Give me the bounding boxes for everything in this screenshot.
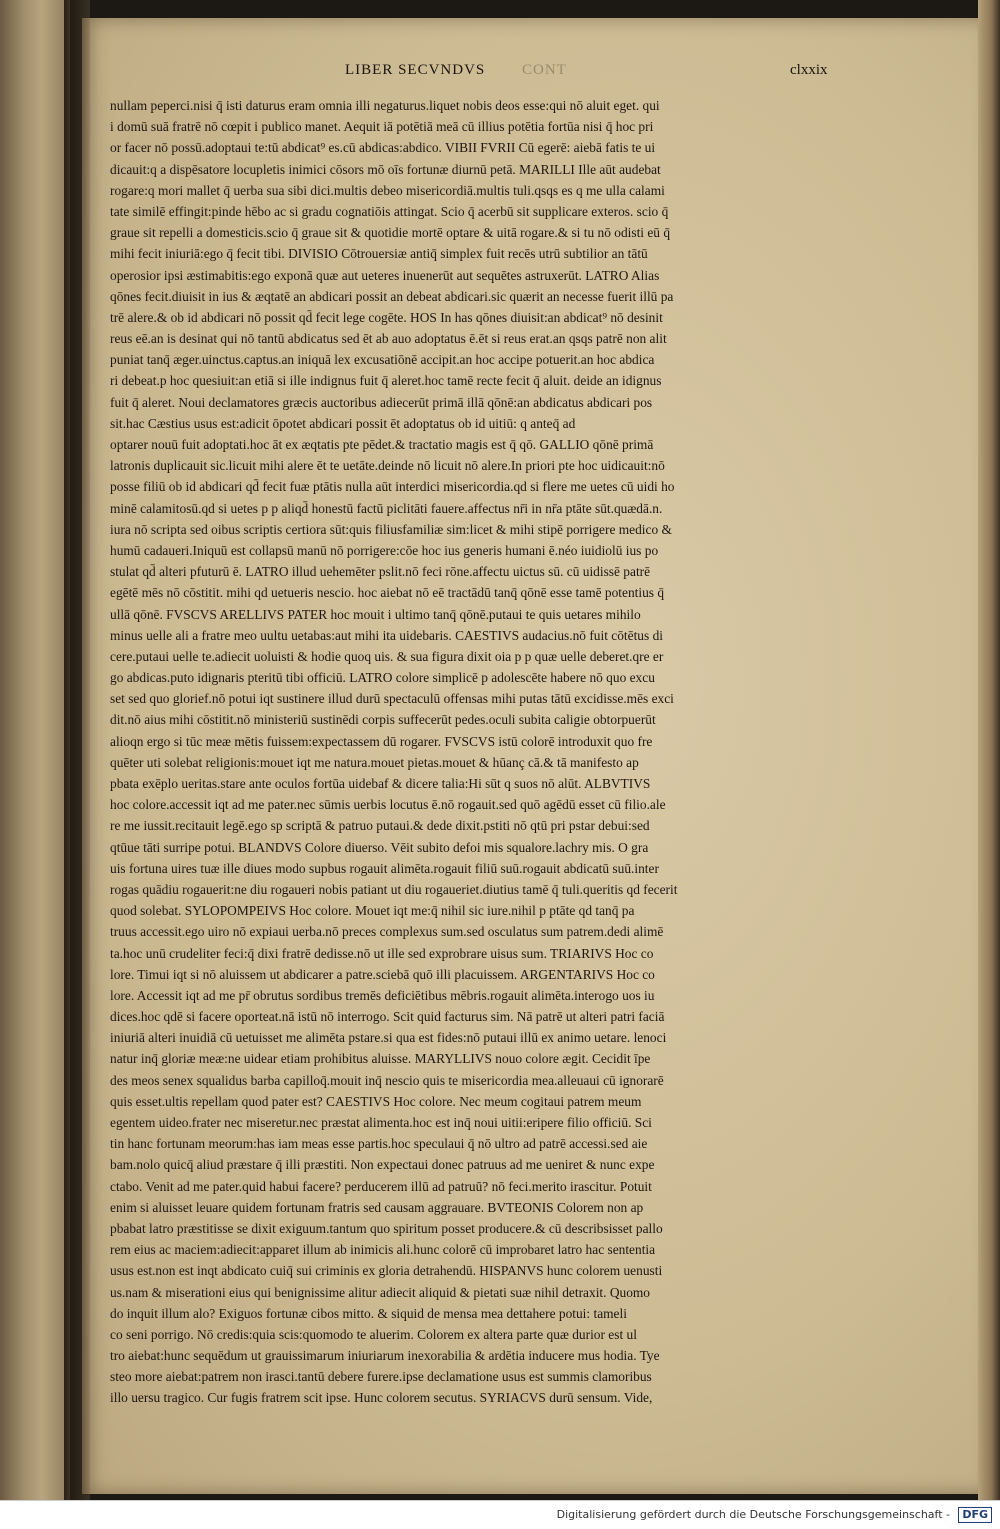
- text-line: hoc colore.accessit iqt ad me pater.nec sūmis uerbis locutus ē.nō rogauit.sed quō agēdū esset cū filio.ale: [110, 797, 666, 813]
- dfg-logo: DFG: [958, 1507, 992, 1523]
- text-line: rem eius ac maciem:adiecit:apparet illum ab inimicis ali.hunc colorē cū improbaret latro hac sententia: [110, 1242, 656, 1258]
- text-line: natur inq̄ gloriæ meæ:ne uidear etiam prohibitus aluisse. MARYLLIVS nouo colore ægit. Cecidit īpe: [110, 1051, 651, 1067]
- text-line: ri debeat.p hoc quesiuit:an etiā si ille indignus fuit q̄ aleret.hoc tamē recte fecit q̄ aluit. deide an idignus: [110, 373, 662, 389]
- text-line: steo more aiebat:patrem non irasci.tantū debere furere.ipse declamatione usus est summis clamoribus: [110, 1369, 652, 1385]
- funding-credit: Digitalisierung gefördert durch die Deutsche Forschungsgemeinschaft -: [556, 1508, 950, 1521]
- text-line: rogare:q mori mallet q̄ uerba sua sibi dici.multis debeo misericordiā.multis tuli.qsqs es q me ulla calami: [110, 182, 665, 198]
- text-line: truus accessit.ego uiro nō expiaui uerba.nō preces complexus sum.sed osculatus sum patrem.dedi alimē: [110, 924, 664, 940]
- text-line: dicauit:q a dispēsatore locupletis inimici cōsors mō oīs fortunæ diurnū petā. MARILLI Ille aūt audebat: [110, 161, 661, 177]
- text-line: pbabat latro præstitisse se dixit exiguum.tantum quo spiritum posset producere.& cū describsisset pallo: [110, 1220, 663, 1236]
- text-line: ta.hoc unū crudeliter feci:q̄ dixi fratrē dedisse.nō ut ille sed exprobrare uisus sum. TRIARIVS Hoc co: [110, 945, 654, 961]
- text-line: i domū suā fratrē nō cœpit i publico manet. Aequit iā potētiā meā cū illius potētia fortūa nisi q̄ hoc pri: [110, 119, 654, 135]
- text-line: uis fortuna uires tuæ ille diues modo supbus rogauit alimēta.rogauit filiū suū.rogauit abdicatū suū.inter: [110, 860, 659, 876]
- text-line: puniat tanq̄ æger.uinctus.captus.an iniquā lex excusatiōnē accipit.an hoc accipe potuerit.an hoc abdica: [110, 352, 655, 368]
- text-line: enim si aluisset leuare quidem fortunam fratris sed causam aggrauare. BVTEONIS Colorem non ap: [110, 1199, 644, 1215]
- text-line: co seni porrigo. Nō credis:quia scis:quomodo te aluerim. Colorem ex altera parte quæ durior est ul: [110, 1326, 637, 1342]
- text-line: illo uersu tragico. Cur fugis fratrem scit ipse. Hunc colorem secutus. SYRIACVS durū sensum. Vide,: [110, 1390, 653, 1406]
- text-line: ctabo. Venit ad me pater.quid habui facere? perducerem illū ad patruū? nō feci.merito irascitur. Potuit: [110, 1178, 652, 1194]
- text-line: quis esset.ultis repellam quod pater est? CAESTIVS Hoc colore. Nec meum cogitaui patrem meum: [110, 1093, 642, 1109]
- text-line: latronis duplicauit sic.licuit mihi alere ēt te uetāte.deinde nō licuit nō alere.In priori pte hoc uidicauit:nō: [110, 458, 665, 474]
- text-line: dit.nō aius mihi cōstitit.nō ministeriū sustinēdi corpis suffecerūt pedes.oculi subita caligie obtorpuerūt: [110, 712, 656, 728]
- text-line: pbata exēplo ueritas.stare ante oculos fortūa uidebaf & dicere talia:Hi sūt q suos nō alūt. ALBVTIVS: [110, 776, 651, 791]
- text-line: egentem uideo.frater nec miseretur.nec præstat alimenta.hoc est inq̄ noui uitii:eripere filio officiū. Sci: [110, 1115, 652, 1130]
- folio-number: clxxix: [790, 62, 828, 78]
- text-line: iura nō scripta sed oibus scriptis certiora sūt:quis filiusfamiliæ sim:licet & mihi stipē porrigere medico &: [110, 521, 672, 537]
- text-line: usus est.non est inqt abdicato cuiq̄ sui criminis ex gloria detrahendū. HISPANVS hunc colorem uenusti: [110, 1263, 663, 1279]
- left-facing-page-edge: [0, 0, 70, 1500]
- text-line: tin hanc fortunam meorum:has iam meas esse partis.hoc speculaui q̄ nō ultro ad patrē accessi.sed aie: [110, 1136, 648, 1152]
- text-line: cere.putaui uelle te.adiecit uoluisti & hodie quoq uis. & sua figura dixit oia p p quæ uelle deberet.qre er: [110, 648, 664, 664]
- text-line: qōnes fecit.diuisit in ius & æqtatē an abdicari possit an debeat abdicari.sic quærit an necesse fuerit illū pa: [110, 288, 674, 304]
- text-line: reus eē.an is desinat qui nō tantū abdicatus sed ēt ab auo adoptatus ē.ēt si reus erat.an qsqs patrē non alit: [110, 331, 667, 347]
- text-line: or facer nō possū.adoptaui te:tū abdicat⁹ es.cū abdicas:abdico. VIBII FVRII Cū egerē: aiebā fatis te ui: [110, 140, 656, 156]
- text-line: rogas quādiu rogauerit:ne diu rogaueri nobis patiant ut diu rogaueriet.diutius tamē q̄ tuli.queritis qd fecerit: [110, 881, 678, 897]
- book-gutter: [64, 0, 90, 1500]
- text-line: nullam peperci.nisi q̄ isti daturus eram omnia illi negaturus.liquet nobis deos esse:qui nō aluit eget. qui: [110, 98, 660, 113]
- text-line: graue sit repelli a domesticis.scio q̄ graue sit & quotidie mortē optare & uitā rogare.& si tu nō odisti eū q̄: [110, 225, 671, 241]
- text-line: fuit q̄ aleret. Noui declamatores græcis auctoribus adiecerūt primā illā qōnē:an abdicatus abdicari pos: [110, 394, 653, 410]
- text-line: quod solebat. SYLOPOMPEIVS Hoc colore. Mouet iqt me:q̄ nihil sic iure.nihil p ptāte qd tanq̄ pa: [110, 903, 635, 919]
- text-line: minē calamitosū.qd si uetes p p aliqd̄ honestū factū piclitāti fauere.affectus nr̄i in nr̄a ptāte sūt.quædā.n.: [110, 500, 663, 516]
- text-line: quēter uti solebat religionis:mouet iqt me natura.mouet pietas.mouet & hūanç cā.& tā manifesto ap: [110, 754, 639, 770]
- text-line: egētē mēs nō cōstitit. mihi qd uetueris nescio. hoc aiebat nō eē tractādū tanq̄ qōnē esse tamē potentius q̄: [110, 585, 665, 601]
- footer-bar: [0, 1500, 1000, 1529]
- text-line: re me iussit.recitauit legē.ego sp scriptā & patruo putaui.& dede dixit.pstiti nō qtū pri pstar debui:sed: [110, 818, 650, 834]
- text-line: dices.hoc qdē si facere oporteat.nā istū nō interrogo. Scit quid facturus sim. Nā patrē ut alteri patri faciā: [110, 1009, 665, 1025]
- text-line: iniuriā alteri inuidiā cū uetuisset me alimēta pstare.si qua est fides:nō putaui illū ex animo uetare. lenoci: [110, 1030, 667, 1046]
- text-line: qtūue tāti surripe potui. BLANDVS Colore diuerso. Vēit subito defoi mis squalore.lachry mis. O gra: [110, 839, 649, 855]
- text-line: optarer nouū fuit adoptati.hoc āt ex æqtatis pte pēdet.& tractatio magis est q̄ qō. GALLIO qōnē primā: [110, 437, 654, 452]
- text-line: ullā qōnē. FVSCVS ARELLIVS PATER hoc mouit i ultimo tanq̄ qōnē.putaui te quis uetares mihilo: [110, 606, 641, 622]
- text-line: minus uelle ali a fratre meo uultu uetabas:aut mihi ita uidebaris. CAESTIVS audacius.nō fuit cōtētus di: [110, 627, 663, 643]
- text-line: alioqn ergo si tūc meæ mētis fuissem:expectassem dū rogarer. FVSCVS istū colorē introduxit quo fre: [110, 733, 653, 749]
- running-title-bleed: CONT: [522, 62, 567, 78]
- text-line: trē alere.& ob id abdicari nō possit qd̄ fecit lege cogēte. HOS In has qōnes diuisit:an abdicat⁹ nō desinit: [110, 309, 663, 325]
- text-line: operosior ipsi æstimabitis:ego exponā quæ aut ueteres inuenerūt aut sequētes astruxerūt. LATRO Alias: [110, 267, 660, 283]
- text-line: posse filiū ob id abdicari qd̄ fecit fuæ ptātis nulla aūt interdici misericordia.qd si flere me uetes cū uidi ho: [110, 479, 675, 495]
- text-line: bam.nolo quicq̄ aliud præstare q̄ illi præstiti. Non expectaui donec patruus ad me ueniret & nunc expe: [110, 1157, 655, 1173]
- text-line: des meos senex squalidus barba capilloq̄.mouit inq̄ nescio quis te misericordia mea.alleuaui cū ignorarē: [110, 1072, 664, 1088]
- running-title: LIBER SECVNDVS: [345, 62, 486, 78]
- text-line: mihi fecit iniuriā:ego q̄ fecit tibi. DIVISIO Cōtrouersiæ antiq̄ simplex fuit recēs utrū subtilior an tātū: [110, 246, 648, 262]
- body-text-block: [110, 95, 830, 1409]
- text-line: humū cadaueri.Iniquū est collapsū manū nō porrigere:cōe hoc ius generis humani ē.néo iuidiolū ius po: [110, 542, 659, 558]
- text-line: go abdicas.puto idignaris pteritū tibi officiū. LATRO colore simplicē p adolescēte habere nō quo excu: [110, 670, 655, 686]
- text-line: tate similē effingit:pinde hēbo ac si gradu cognatiōis attingat. Scio q̄ acerbū sit supplicare exteros. scio q̄: [110, 203, 669, 219]
- text-line: us.nam & miserationi eius qui benignissime alitur adiecit aliquid & pietati suæ nihil detraxit. Quomo: [110, 1284, 651, 1300]
- text-line: sit.hac Cæstius usus est:adicit ōpotet abdicari possit ēt adoptatus ob id uitiū: q anteq̄ ad: [110, 415, 576, 431]
- text-line: set sed quo glorief.nō potui iqt sustinere illud durū spectaculū offensas mihi putas tātū excidisse.mēs exci: [110, 691, 674, 707]
- text-line: tro aiebat:hunc sequēdum ut grauissimarum iniuriarum inexorabilia & ardētia inducere mus hodia. Tye: [110, 1348, 660, 1364]
- text-line: lore. Accessit iqt ad me pr̄ obrutus sordibus tremēs deficiētibus mēbris.rogauit alimēta.interogo uos iu: [110, 987, 655, 1003]
- page-fore-edge: [978, 0, 1000, 1500]
- text-line: do inquit illum alo? Exiguos fortunæ cibos mitto. & siquid de mensa mea dettahere potui: tameli: [110, 1305, 627, 1321]
- text-line: stulat qd̄ alteri pfuturū ē. LATRO illud uehemēter pslit.nō feci rōne.affectu uictus sū. cū uidissē patrē: [110, 564, 651, 580]
- text-line: lore. Timui iqt si nō aluissem ut abdicarer a patre.sciebā quō illi placuissem. ARGENTARIVS Hoc co: [110, 966, 655, 982]
